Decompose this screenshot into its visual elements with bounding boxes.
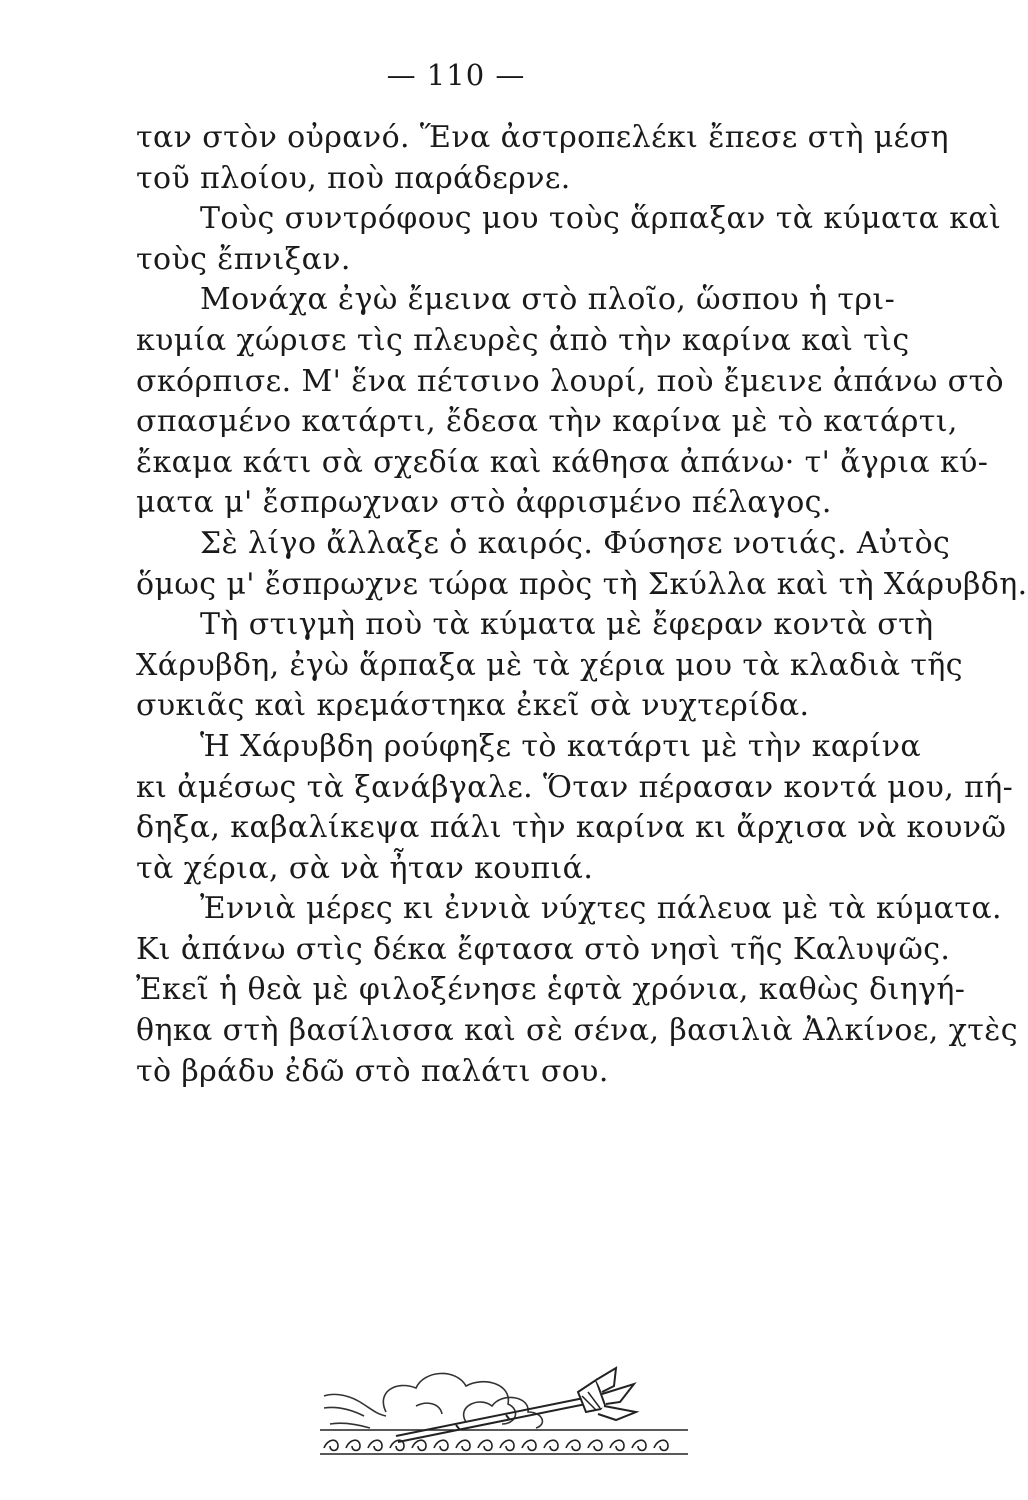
text-line: Τοὺς συντρόφους μου τοὺς ἅρπαξαν τὰ κύματα καὶ: [200, 201, 1002, 237]
text-line: κυμία χώρισε τὶς πλευρὲς ἀπὸ τὴν καρίνα καὶ τὶς: [136, 322, 910, 358]
text-line: Κι ἀπάνω στὶς δέκα ἔφτασα στὸ νησὶ τῆς Καλυψῶς.: [136, 931, 951, 967]
text-line: συκιᾶς καὶ κρεμάστηκα ἐκεῖ σὰ νυχτερίδα.: [136, 688, 810, 724]
body-text: [136, 118, 1028, 1092]
text-line: ταν στὸν οὐρανό. Ἕνα ἀστροπελέκι ἔπεσε στὴ μέση: [136, 120, 949, 155]
text-line: ματα μ' ἔσπρωχναν στὸ ἀφρισμένο πέλαγος.: [136, 485, 832, 521]
text-line: τοὺς ἔπνιξαν.: [136, 241, 351, 277]
text-line: Χάρυβδη, ἐγὼ ἅρπαξα μὲ τὰ χέρια μου τὰ κλαδιὰ τῆς: [136, 647, 963, 683]
page-number: — 110 —: [386, 58, 526, 92]
text-line: Ἐννιὰ μέρες κι ἐννιὰ νύχτες πάλευα μὲ τὰ κύματα.: [200, 891, 1002, 927]
text-line: δηξα, καβαλίκεψα πάλι τὴν καρίνα κι ἄρχισα νὰ κουνῶ: [136, 810, 1007, 846]
text-line: τὰ χέρια, σὰ νὰ ἦταν κουπιά.: [136, 850, 594, 886]
text-line: Μονάχα ἐγὼ ἔμεινα στὸ πλοῖο, ὥσπου ἡ τρι-: [200, 282, 896, 318]
text-line: Ἡ Χάρυβδη ρούφηξε τὸ κατάρτι μὲ τὴν καρίνα: [200, 728, 921, 764]
trident-on-waves-icon: [316, 1362, 692, 1462]
text-line: θηκα στὴ βασίλισσα καὶ σὲ σένα, βασιλιὰ Ἀλκίνοε, χτὲς: [136, 1013, 1018, 1049]
text-line: ἔκαμα κάτι σὰ σχεδία καὶ κάθησα ἀπάνω· τ' ἄγρια κύ-: [136, 444, 989, 480]
text-line: Ἐκεῖ ἡ θεὰ μὲ φιλοξένησε ἑφτὰ χρόνια, καθὼς διηγή-: [136, 972, 966, 1008]
text-line: τοῦ πλοίου, ποὺ παράδερνε.: [136, 160, 571, 196]
text-line: Σὲ λίγο ἄλλαξε ὁ καιρός. Φύσησε νοτιάς. Αὐτὸς: [200, 525, 951, 561]
text-line: σπασμένο κατάρτι, ἔδεσα τὴν καρίνα μὲ τὸ κατάρτι,: [136, 404, 958, 440]
text-line: κι ἀμέσως τὰ ξανάβγαλε. Ὅταν πέρασαν κοντά μου, πή-: [136, 769, 1014, 805]
text-line: ὅμως μ' ἔσπρωχνε τώρα πρὸς τὴ Σκύλλα καὶ τὴ Χάρυβδη.: [136, 566, 1028, 602]
text-line: σκόρπισε. Μ' ἕνα πέτσινο λουρί, ποὺ ἔμεινε ἀπάνω στὸ: [136, 363, 1005, 399]
text-line: Τὴ στιγμὴ ποὺ τὰ κύματα μὲ ἔφεραν κοντὰ στὴ: [200, 607, 934, 643]
text-line: τὸ βράδυ ἐδῶ στὸ παλάτι σου.: [136, 1053, 609, 1089]
